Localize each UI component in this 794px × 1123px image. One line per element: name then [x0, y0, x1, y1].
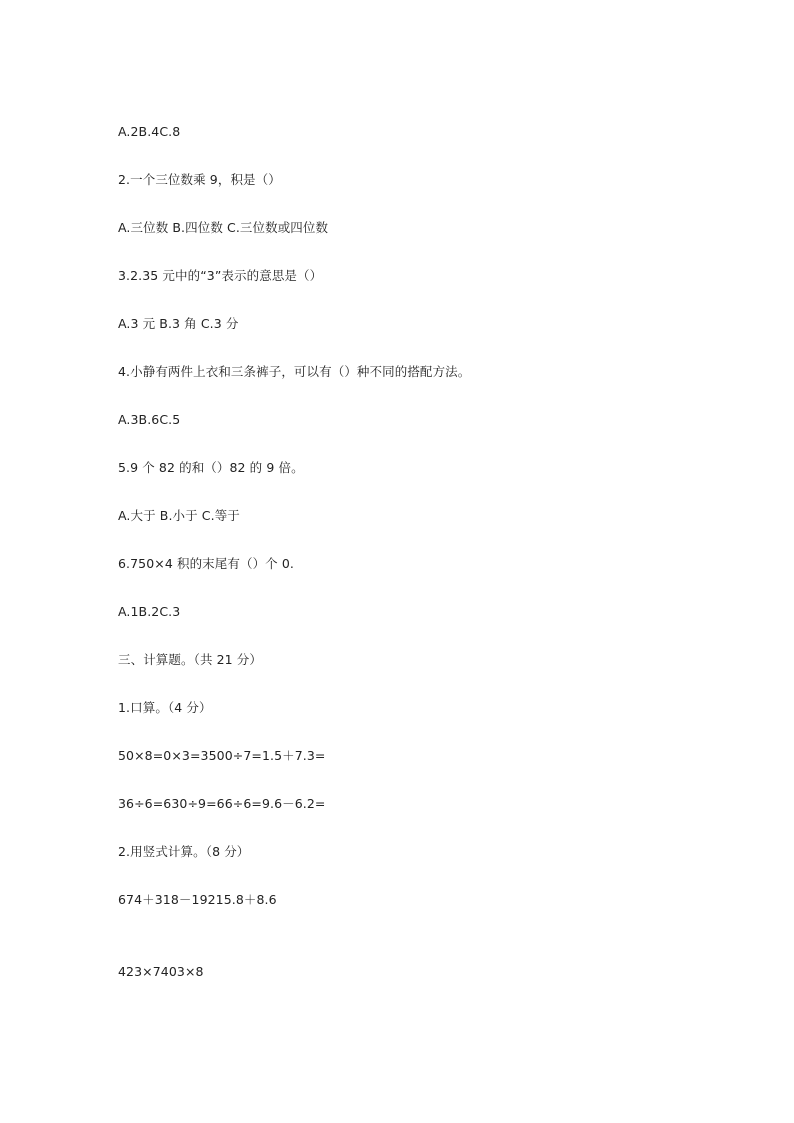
q4-options: A.3B.6C.5: [118, 412, 181, 427]
section-heading: 三、计算题。（共 21 分）: [118, 652, 263, 667]
q2-options: A.三位数 B.四位数 C.三位数或四位数: [118, 220, 329, 235]
vertical-calc-row-2: 423×7403×8: [118, 964, 204, 979]
q6-options: A.1B.2C.3: [118, 604, 181, 619]
sub-heading-vertical: 2.用竖式计算。（8 分）: [118, 844, 250, 859]
q5-options: A.大于 B.小于 C.等于: [118, 508, 240, 523]
q5-question: 5.9 个 82 的和（）82 的 9 倍。: [118, 460, 304, 475]
q3-options: A.3 元 B.3 角 C.3 分: [118, 316, 239, 331]
oral-calc-row-1: 50×8=0×3=3500÷7=1.5＋7.3=: [118, 748, 326, 763]
q3-question: 3.2.35 元中的“3”表示的意思是（）: [118, 268, 323, 283]
oral-calc-row-2: 36÷6=630÷9=66÷6=9.6－6.2=: [118, 796, 326, 811]
q1-options: A.2B.4C.8: [118, 124, 181, 139]
vertical-calc-row-1: 674＋318－19215.8＋8.6: [118, 892, 277, 907]
sub-heading-oral: 1.口算。（4 分）: [118, 700, 212, 715]
q4-question: 4.小静有两件上衣和三条裤子，可以有（）种不同的搭配方法。: [118, 364, 471, 379]
q2-question: 2.一个三位数乘 9，积是（）: [118, 172, 281, 187]
q6-question: 6.750×4 积的末尾有（）个 0.: [118, 556, 294, 571]
